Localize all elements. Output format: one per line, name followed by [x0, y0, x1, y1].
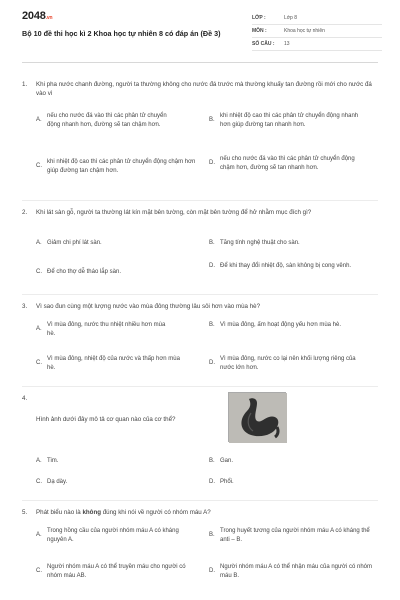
option-text: Phổi. — [220, 479, 234, 485]
meta-row-count — [252, 38, 382, 51]
option-text: Trong hồng cầu của người nhóm máu A có kháng nguyên A. — [47, 528, 179, 543]
option-text: Tăng tính nghệ thuật cho sàn. — [220, 240, 300, 246]
option-2a[interactable] — [36, 239, 206, 248]
option-label: B. — [209, 458, 215, 464]
option-label: D. — [209, 568, 215, 575]
option-5b[interactable] — [209, 527, 379, 544]
meta-key: MÔN : — [252, 28, 267, 34]
page-header — [0, 0, 400, 60]
option-label: D. — [209, 360, 215, 367]
option-text: Trong huyết tương của người nhóm máu A có kháng thể anti – B. — [220, 528, 370, 543]
option-text: Vì mùa đông, nước co lại nên khối lượng riêng của nước lớn hơn. — [220, 356, 356, 371]
option-text: Vì mùa đông, nước thu nhiệt nhiều hơn mùa hè. — [47, 322, 166, 337]
option-label: C. — [36, 360, 42, 367]
page-title: Bộ 10 đề thi học kì 2 Khoa học tự nhiên 8 có đáp án (Đề 3) — [22, 29, 221, 38]
meta-row-grade — [252, 12, 382, 25]
site-logo[interactable] — [22, 10, 52, 22]
meta-value: 13 — [284, 41, 290, 47]
option-5d[interactable] — [209, 563, 379, 580]
option-label: C. — [36, 479, 42, 485]
option-4b[interactable] — [209, 457, 379, 466]
option-label: B. — [209, 117, 215, 124]
option-2c[interactable] — [36, 268, 206, 277]
question-text: Khi lát sàn gỗ, người ta thường lát kín mặt bên tường, còn mặt bên tường để hở nhằm mục đích gì? — [36, 209, 312, 216]
option-label: B. — [209, 532, 215, 539]
question-divider — [22, 386, 378, 387]
option-3c[interactable] — [36, 355, 206, 372]
option-label: C. — [36, 163, 42, 170]
meta-row-subject — [252, 25, 382, 38]
question-number: 5. — [22, 509, 28, 516]
option-label: B. — [209, 322, 215, 328]
logo-suffix: .vn — [45, 15, 53, 21]
option-3b[interactable] — [209, 321, 379, 330]
question-text — [36, 508, 376, 517]
question-divider — [22, 200, 378, 201]
header-divider — [22, 62, 378, 63]
option-label: A. — [36, 117, 42, 124]
option-1a[interactable] — [36, 112, 206, 129]
stomach-illustration — [229, 393, 287, 443]
option-3a[interactable] — [36, 321, 206, 338]
option-4d[interactable] — [209, 478, 379, 487]
option-label: A. — [36, 458, 42, 464]
option-text: Tim. — [47, 458, 59, 464]
option-1d[interactable] — [209, 155, 379, 172]
option-5c[interactable] — [36, 563, 206, 580]
question-number: 1. — [22, 81, 28, 88]
option-label: B. — [209, 240, 215, 246]
option-label: D. — [209, 479, 215, 485]
option-5a[interactable] — [36, 527, 206, 544]
option-3d[interactable] — [209, 355, 379, 372]
question-divider — [22, 294, 378, 295]
option-text: khi nhiệt độ cao thì các phân tử chuyển động chậm hơn giúp đường tan chậm hơn. — [47, 159, 196, 174]
meta-value: Khoa học tự nhiên — [284, 28, 325, 34]
option-text: Giảm chi phí lát sàn. — [47, 240, 102, 246]
option-text: Để cho thợ dễ tháo lắp sàn. — [47, 269, 121, 275]
option-text: nếu cho nước đá vào thì các phân tử chuyển động chậm hơn, đường sẽ tan nhanh hơn. — [220, 156, 355, 171]
option-label: D. — [209, 160, 215, 167]
meta-value: Lớp 8 — [284, 15, 298, 21]
question-text: Hình ảnh dưới đây mô tả cơ quan nào của cơ thể? — [36, 416, 176, 423]
option-1c[interactable] — [36, 158, 206, 175]
question-emphasis: không — [82, 509, 102, 516]
option-text: Dạ dày. — [47, 479, 68, 485]
logo-text: 2048 — [22, 10, 46, 22]
meta-key: LỚP : — [252, 15, 266, 21]
question-number: 2. — [22, 209, 28, 216]
question-text-part: đúng khi nói về người có nhóm máu A? — [101, 509, 211, 516]
question-number: 3. — [22, 303, 28, 310]
option-text: Vì mùa đông, nhiệt độ của nước và thấp hơn mùa hè. — [47, 356, 180, 371]
option-label: D. — [209, 263, 215, 269]
option-4a[interactable] — [36, 457, 206, 466]
question-text: Vì sao đun cùng một lượng nước vào mùa đông thường lâu sôi hơn vào mùa hè? — [36, 303, 261, 310]
question-number: 4. — [22, 395, 28, 402]
option-text: nếu cho nước đá vào thì các phân tử chuyển động nhanh hơn, đường sẽ tan chậm hơn. — [47, 113, 167, 128]
option-text: Để khi thay đổi nhiệt độ, sàn không bị cong vênh. — [220, 263, 352, 269]
option-text: khi nhiệt độ cao thì các phân tử chuyển động nhanh hơn giúp đường tan nhanh hơn. — [220, 113, 359, 128]
option-1b[interactable] — [209, 112, 379, 129]
question-divider — [22, 500, 378, 501]
option-label: A. — [36, 532, 42, 539]
option-label: A. — [36, 240, 42, 246]
option-4c[interactable] — [36, 478, 206, 487]
exam-meta — [252, 12, 382, 51]
question-text-part: Phát biểu nào là — [36, 509, 83, 516]
meta-key: SỐ CÂU : — [252, 41, 275, 47]
option-text: Vì mùa đông, ấm hoạt động yếu hơn mùa hè. — [220, 322, 342, 328]
option-2b[interactable] — [209, 239, 379, 248]
option-label: A. — [36, 326, 42, 333]
option-text: Người nhóm máu A có thể nhận máu của người có nhóm máu B. — [220, 564, 372, 579]
option-label: C. — [36, 269, 42, 275]
option-2d[interactable] — [209, 262, 379, 271]
option-label: C. — [36, 568, 42, 575]
question-text: Khi pha nước chanh đường, người ta thường không cho nước đá trước mà thường khuấy tan đường rồi mới cho nước đá vào vì — [36, 81, 372, 98]
option-text: Người nhóm máu A có thể truyền máu cho người có nhóm máu AB. — [47, 564, 186, 579]
stomach-image — [228, 392, 286, 442]
option-text: Gan. — [220, 458, 234, 464]
